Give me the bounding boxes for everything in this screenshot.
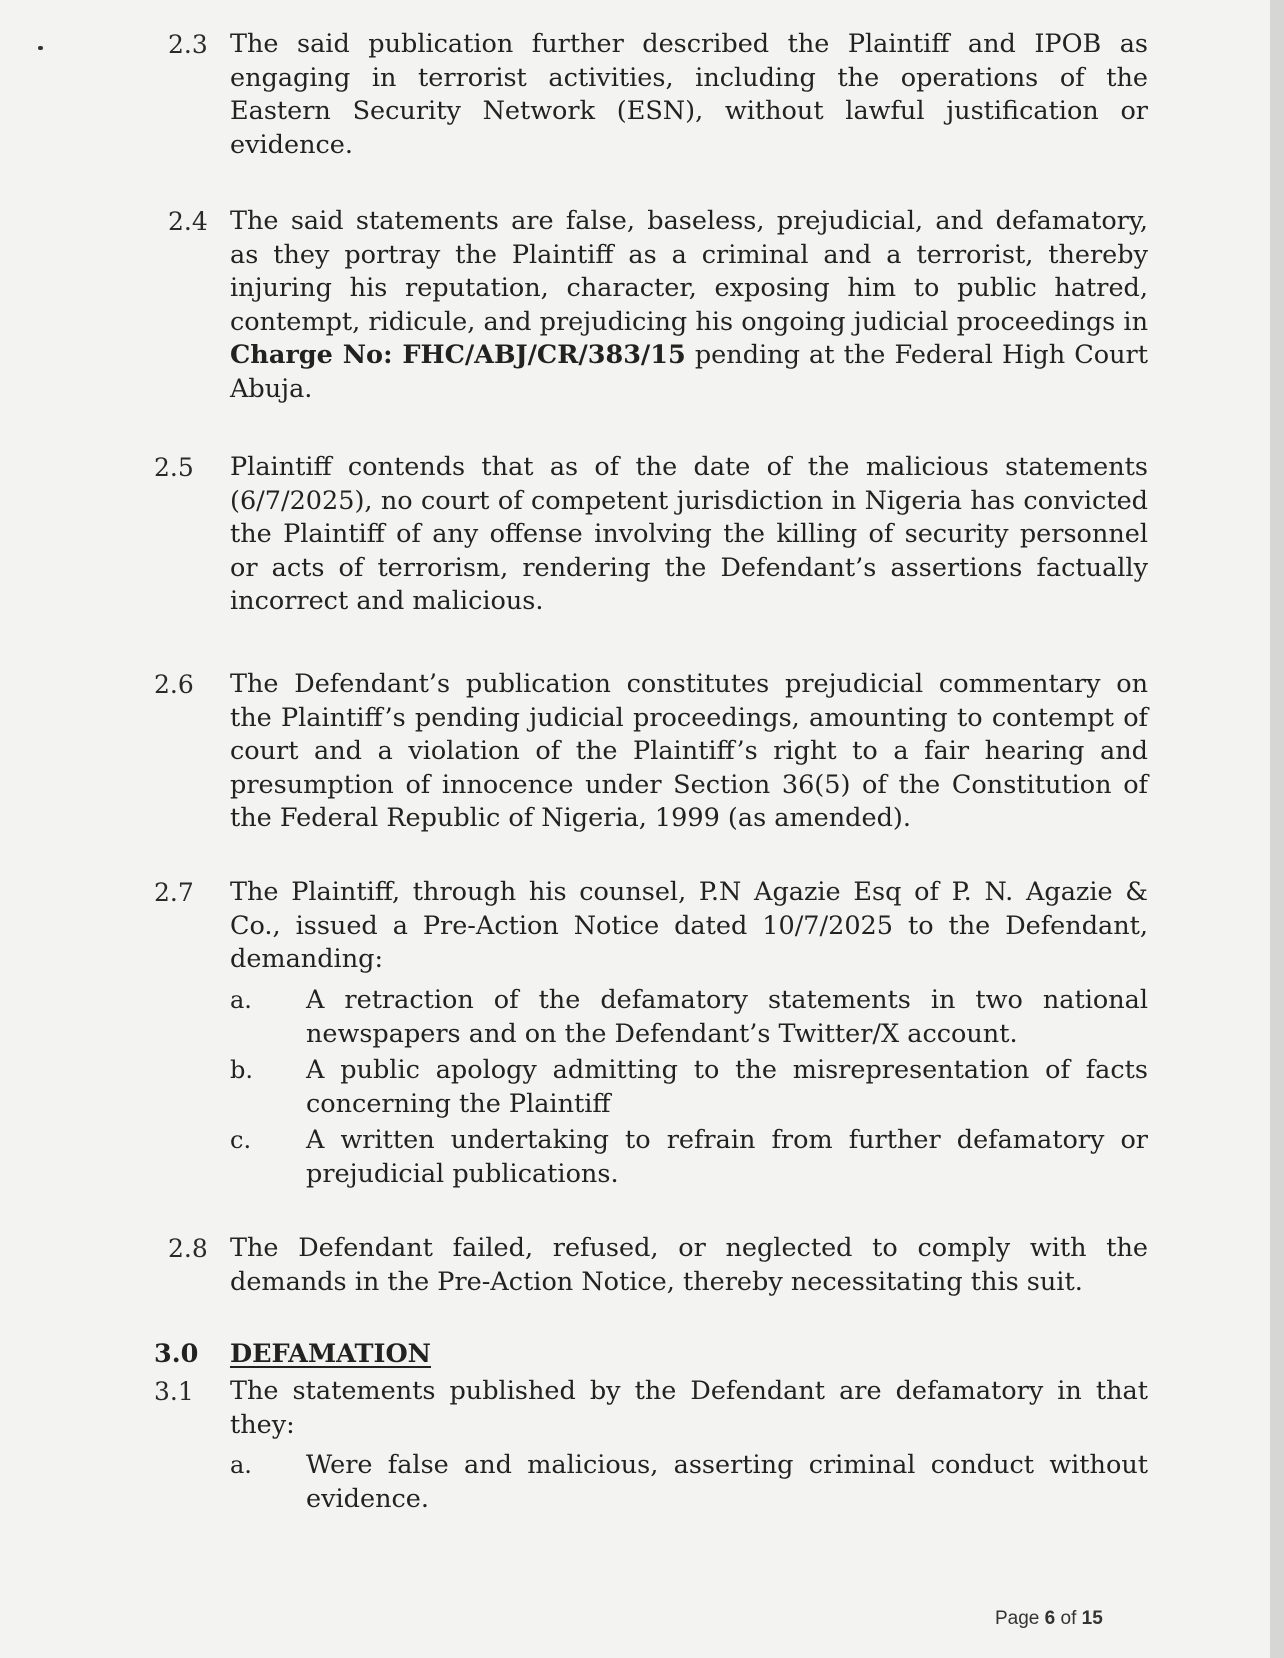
- charge-number: Charge No: FHC/ABJ/CR/383/15: [230, 340, 686, 370]
- page-number: [995, 1608, 1103, 1630]
- text-segment: The said statements are false, baseless, prejudicial, and defamatory, as they portray the Plaintiff as a criminal and a terrorist, thereby injuring his reputation, character, exposing him to public hatred, contempt, ridicule, and prejudicing his ongoing judicial proceedings in: [230, 206, 1148, 337]
- paragraph-number: 2.4: [168, 207, 208, 236]
- section-number: 3.0: [154, 1339, 199, 1369]
- text-segment: pending at the Federal High Court Abuja.: [230, 340, 1148, 404]
- total-pages: 15: [1081, 1608, 1103, 1629]
- paragraph-number: 2.6: [154, 670, 194, 699]
- list-letter: a.: [230, 1451, 252, 1479]
- paragraph-number: 2.3: [168, 30, 208, 59]
- paragraph-number: 2.5: [154, 453, 194, 482]
- list-item-text: A written undertaking to refrain from further defamatory or prejudicial publications.: [306, 1125, 1148, 1189]
- list-item-text: Were false and malicious, asserting criminal conduct without evidence.: [306, 1450, 1148, 1514]
- paragraph-number: 2.8: [168, 1234, 208, 1263]
- current-page: 6: [1044, 1608, 1056, 1629]
- list-item-text: A public apology admitting to the misrepresentation of facts concerning the Plaintiff: [306, 1055, 1148, 1119]
- list-letter: b.: [230, 1056, 253, 1084]
- paragraph-text: The Defendant failed, refused, or neglected to comply with the demands in the Pre-Action Notice, thereby necessitating this suit.: [230, 1233, 1148, 1297]
- page-label: Page: [995, 1608, 1045, 1629]
- section-title: DEFAMATION: [230, 1339, 431, 1369]
- paragraph-text: Plaintiff contends that as of the date of the malicious statements (6/7/2025), no court of competent jurisdiction in Nigeria has convicted the Plaintiff of any offense involving the killing of security personnel or acts of terrorism, rendering the Defendant’s assertions factually incorrect and malicious.: [230, 452, 1148, 616]
- list-item-text: A retraction of the defamatory statements in two national newspapers and on the Defendant’s Twitter/X account.: [306, 985, 1148, 1049]
- paragraph-text: The Defendant’s publication constitutes prejudicial commentary on the Plaintiff’s pending judicial proceedings, amounting to contempt of court and a violation of the Plaintiff’s right to a fair hearing and presumption of innocence under Section 36(5) of the Constitution of the Federal Republic of Nigeria, 1999 (as amended).: [230, 669, 1148, 833]
- paragraph-text: The said publication further described the Plaintiff and IPOB as engaging in terrorist activities, including the operations of the Eastern Security Network (ESN), without lawful justification or evidence.: [230, 29, 1148, 160]
- paragraph-number: 3.1: [154, 1377, 194, 1406]
- paragraph-text: The statements published by the Defendant are defamatory in that they:: [230, 1376, 1148, 1440]
- page-separator: of: [1055, 1608, 1082, 1629]
- paragraph-text: [230, 205, 1148, 406]
- list-letter: a.: [230, 986, 252, 1014]
- paragraph-text: The Plaintiff, through his counsel, P.N Agazie Esq of P. N. Agazie & Co., issued a Pre-Action Notice dated 10/7/2025 to the Defendant, demanding:: [230, 877, 1148, 974]
- list-letter: c.: [230, 1126, 252, 1154]
- paragraph-number: 2.7: [154, 878, 194, 907]
- scan-speck: [38, 46, 43, 50]
